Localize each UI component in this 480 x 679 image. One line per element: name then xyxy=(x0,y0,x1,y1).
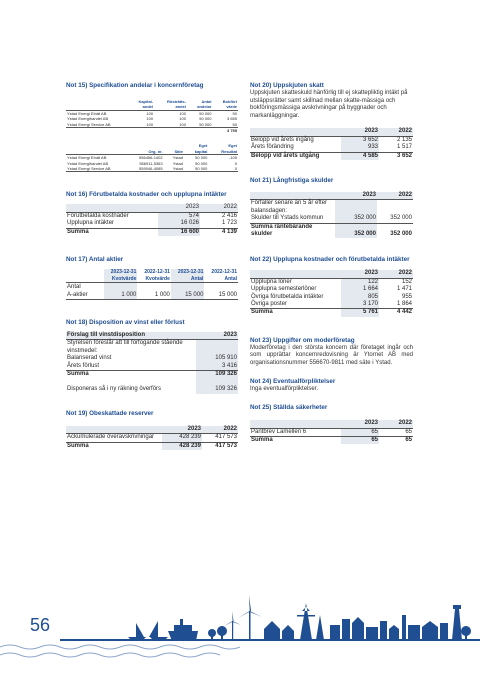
table-header: Antal andelar xyxy=(197,99,212,110)
note-23-text: Moderföretag i den största koncern där företaget ingår och som upprättar koncernredovisning är Ytornet AB med organisationsnummer 556670-9811 med säte i Ystad. xyxy=(250,344,413,367)
table-row: Disponeras så i ny räkning överförs 109 326 xyxy=(67,386,237,393)
table-row: Pantbrev Lamellen 6 65 65 xyxy=(251,428,412,435)
table-row: Ystad Energi Service AB 100 100 50 000 50 xyxy=(67,121,237,127)
city-skyline-illustration xyxy=(0,585,480,679)
table-total-row: Belopp vid årets utgång 4 585 3 652 xyxy=(251,152,412,159)
table-row: Ystad Energihandel AB 100 100 50 000 3 655 xyxy=(67,116,237,122)
note-15 xyxy=(66,82,238,172)
note-18-table: Förslag till vinstdisposition 2023 Styrelsen föreslår att till förfogande stående vinstmedel: Balanserad vinst 105 910 Årets förlust 3 416 Summa 109 326 Disponeras så i ny räkning överförs 109 326 xyxy=(67,331,237,393)
ferry-icon xyxy=(168,631,198,641)
house-icon xyxy=(264,621,280,640)
left-column xyxy=(66,82,238,450)
wind-turbine-icon xyxy=(249,611,251,640)
note-21-table: 2023 2022 Förfaller senare än 5 år efter balansdagen: Skulder till Ystads kommun 352 000 352 000 Summa räntebärande skulder 352 000 352 000 xyxy=(251,192,412,238)
note-23-title: Not 23) Uppgifter om moderföretag xyxy=(250,336,355,344)
note-18-title: Not 18) Disposition av vinst eller förlust xyxy=(66,318,185,326)
lighthouse-icon xyxy=(452,609,462,640)
note-24 xyxy=(250,378,413,394)
note-21 xyxy=(250,177,413,238)
note-22-title: Not 22) Upplupna kostnader och förutbetalda intäkter xyxy=(250,256,410,264)
note-20-title: Not 20) Uppskjuten skatt xyxy=(250,82,324,89)
table-header: Kapital- andel xyxy=(138,99,154,110)
table-header xyxy=(66,99,128,110)
building-icon xyxy=(330,625,340,640)
note-16-table: 2023 2022 Förutbetalda kostnader 574 2 416 Upplupna intäkter 16 026 1 723 Summa 16 600 4 139 xyxy=(67,204,237,235)
note-16 xyxy=(66,191,238,236)
note-22-table: 2023 2022 Upplupna löner 122 152 Upplupna semesterlöner 1 664 1 471 Övriga förutbetalda intäkter 805 955 Övriga poster 3 170 1 864 Summa 5 761 4 442 xyxy=(251,270,412,316)
table-row: Årets förlust 3 416 xyxy=(67,362,237,369)
note-24-title: Not 24) Eventualförpliktelser xyxy=(250,377,336,385)
sail-icon xyxy=(136,623,144,637)
table-total-row: Summa 109 326 xyxy=(67,370,237,377)
right-column xyxy=(250,82,413,444)
note-25 xyxy=(250,404,413,444)
table-row: Balanserad vinst 105 910 xyxy=(67,355,237,362)
table-total-row: Summa räntebärande skulder 352 000 352 000 xyxy=(251,223,412,238)
table-row: Övriga förutbetalda intäkter 805 955 xyxy=(251,293,412,300)
water-waves xyxy=(0,645,240,657)
table-row: Övriga poster 3 170 1 864 xyxy=(251,301,412,308)
note-19-title: Not 19) Obeskattade reserver xyxy=(66,409,154,417)
table-row: Belopp vid årets ingång 3 652 2 135 xyxy=(251,136,412,143)
table-total-row: Summa 5 761 4 442 xyxy=(251,309,412,316)
note-20-text: Uppskjuten skatteskuld hänförlig till ej skattepliktig intäkt på utsläppsrätter samt skillnad mellan skatte-mässiga och bokföringsmässiga avskrivningar på byggnader och markanläggningar. xyxy=(250,90,408,119)
table-total-row: Summa 65 65 xyxy=(251,437,412,444)
table-row: Förutbetalda kostnader 574 2 416 xyxy=(67,212,237,219)
table-total-row: 3 755 xyxy=(226,128,237,134)
table-row: Ystad Energi Service AB 559046-4085 Ystad 50 000 0 xyxy=(67,166,237,172)
table-total-row: Summa 428 239 417 573 xyxy=(67,442,237,449)
table-row: Antal xyxy=(66,282,238,291)
table-row: Ystad Energi Elnät AB 556456-1402 Ystad 50 000 -105 xyxy=(67,155,237,161)
note-16-title: Not 16) Förutbetalda kostnader och upplupna intäkter xyxy=(66,191,227,199)
table-row: Upplupna semesterlöner 1 664 1 471 xyxy=(251,286,412,293)
note-19 xyxy=(66,410,238,450)
note-15-table-companies: Org. nr. Säte Eget kapital Eget Resultat Ystad Energi Elnät AB 556456-1402 Ystad 50 000 -105 Ystad Energihandel AB 556911-5363 Ystad 50 000 0 Ystad Energi Service AB 559046-4085 Ystad 50 000 0 xyxy=(67,143,237,172)
table-row: Årets förändring 933 1 517 xyxy=(251,144,412,151)
note-25-table: 2023 2022 Pantbrev Lamellen 6 65 65 Summa 65 65 xyxy=(251,420,412,444)
note-15-table-shares xyxy=(66,99,238,133)
note-17-table: 2023-12-31 Kvotvärde 2022-12-31 Kvotvärde 2023-12-31 Antal 2022-12-31 Antal Antal A-aktier 1 000 1 000 15 000 15 000 xyxy=(67,269,237,298)
power-tower-icon xyxy=(300,603,312,640)
table-row: Upplupna intäkter 16 026 1 723 xyxy=(67,220,237,227)
table-row: Ystad Energihandel AB 556911-5363 Ystad 50 000 0 xyxy=(67,160,237,166)
table-total-row: Summa 16 600 4 139 xyxy=(67,228,237,235)
note-25-title: Not 25) Ställda säkerheter xyxy=(250,404,328,412)
note-17-title: Not 17) Antal aktier xyxy=(66,256,124,264)
note-21-title: Not 21) Långfristiga skulder xyxy=(250,177,334,184)
table-row: Ackumulerade överavskrivningar 428 239 417 573 xyxy=(67,434,237,441)
note-15-title: Not 15) Specifikation andelar i koncernföretag xyxy=(66,82,204,89)
note-24-text: Inga eventualförpliktelser. xyxy=(250,385,319,392)
table-row: Ystad Energi Elnät AB 100 100 50 000 50 xyxy=(67,110,237,116)
table-row: A-aktier 1 000 1 000 15 000 15 000 xyxy=(67,291,237,298)
note-17 xyxy=(66,256,238,300)
note-20-table: 2023 2022 Belopp vid årets ingång 3 652 2 135 Årets förändring 933 1 517 Belopp vid årets utgång 4 585 3 652 xyxy=(251,128,412,159)
note-20 xyxy=(250,82,413,160)
page-number: 56 xyxy=(30,615,51,635)
note-19-table: 2023 2022 Ackumulerade överavskrivningar 428 239 417 573 Summa 428 239 417 573 xyxy=(67,425,237,449)
table-row: Upplupna löner 122 152 xyxy=(251,278,412,285)
note-22 xyxy=(250,256,413,316)
table-header: Rösträtts- andel xyxy=(167,99,186,110)
table-row: Skulder till Ystads kommun 352 000 352 000 xyxy=(251,215,412,222)
note-23 xyxy=(250,337,413,368)
note-18 xyxy=(66,319,238,394)
table-header: Bokfört värde xyxy=(222,99,237,110)
